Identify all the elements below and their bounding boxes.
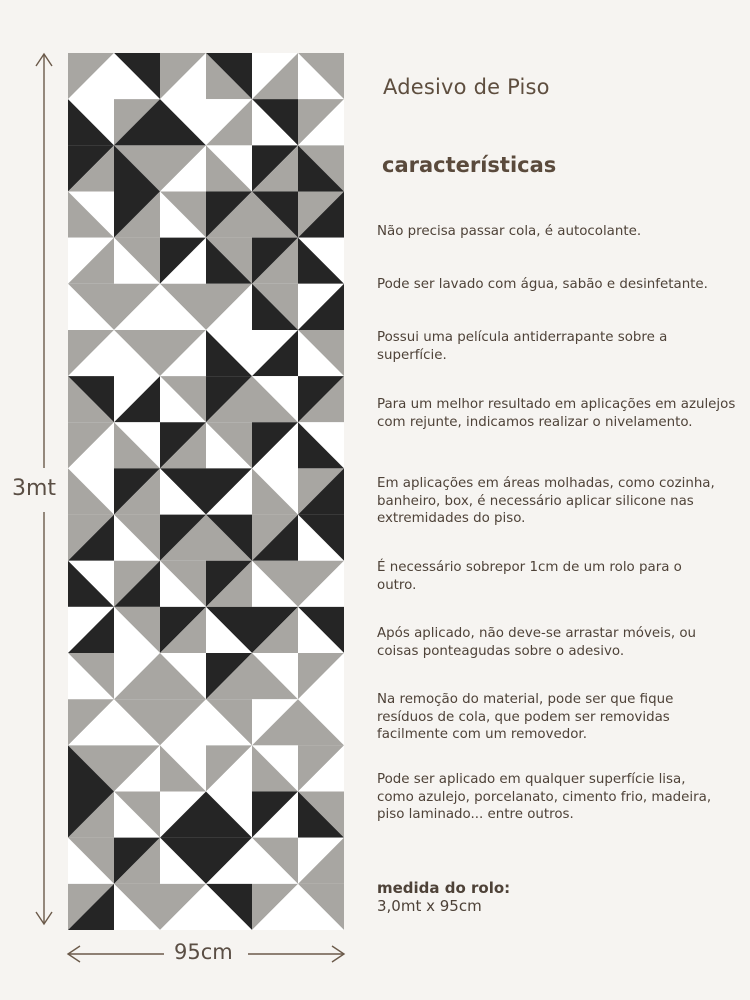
height-dimension-label: 3mt — [12, 476, 57, 501]
feature-item: É necessário sobrepor 1cm de um rolo para o outro. — [377, 560, 682, 593]
floor-sticker-tile-pattern — [68, 53, 344, 930]
feature-item: Em aplicações em áreas molhadas, como cozinha, banheiro, box, é necessário aplicar silicone nas extremidades do piso. — [377, 476, 715, 526]
feature-item: Na remoção do material, pode ser que fique resíduos de cola, que podem ser removidas facilmente com um removedor. — [377, 692, 674, 742]
feature-item: Após aplicado, não deve-se arrastar móveis, ou coisas ponteagudas sobre o adesivo. — [377, 626, 697, 659]
feature-item: Pode ser aplicado em qualquer superfície lisa, como azulejo, porcelanato, cimento frio, madeira, piso laminado... entre outros. — [377, 772, 712, 822]
width-dimension-label: 95cm — [174, 940, 233, 964]
feature-item: Não precisa passar cola, é autocolante. — [377, 224, 642, 239]
feature-item: Pode ser lavado com água, sabão e desinfetante. — [377, 277, 708, 292]
features-heading: características — [382, 153, 557, 177]
feature-item: Possui uma película antiderrapante sobre a superfície. — [377, 330, 668, 363]
feature-item: Para um melhor resultado em aplicações em azulejos com rejunte, indicamos realizar o nivelamento. — [377, 397, 736, 430]
roll-size-value: 3,0mt x 95cm — [377, 897, 482, 915]
product-title: Adesivo de Piso — [383, 75, 550, 99]
roll-size-heading: medida do rolo: — [377, 879, 511, 897]
